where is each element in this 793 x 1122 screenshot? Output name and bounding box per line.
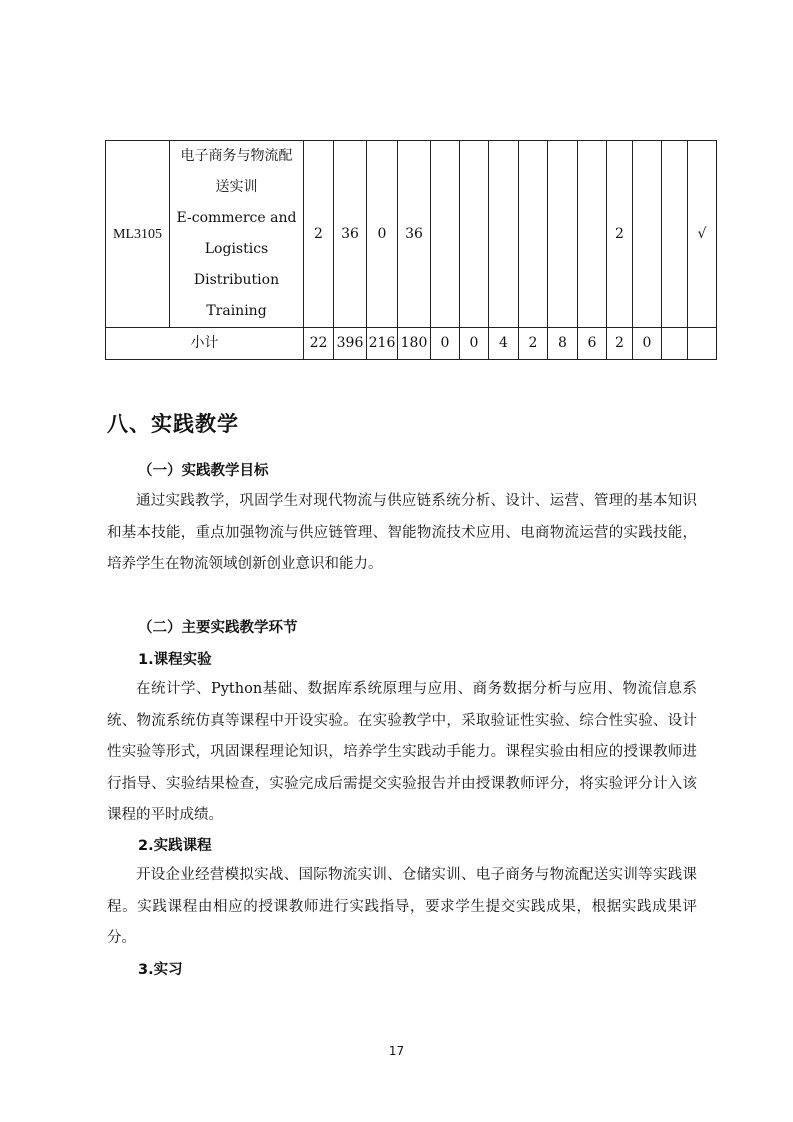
course-table bbox=[105, 140, 717, 360]
course-name-line: 电子商务与物流配 bbox=[180, 148, 293, 164]
table-cell: 36 bbox=[398, 141, 431, 328]
table-cell bbox=[662, 141, 688, 328]
table-cell bbox=[662, 328, 688, 360]
table-cell bbox=[578, 141, 607, 328]
practice-courses-paragraph: 开设企业经营模拟实战、国际物流实训、仓储实训、电子商务与物流配送实训等实践课程。实践课程由相应的授课教师进行实践指导，要求学生提交实践成果，根据实践成果评分。 bbox=[107, 867, 697, 946]
page-number: 17 bbox=[388, 1044, 405, 1058]
table-cell: 2 bbox=[519, 328, 548, 360]
experiments-paragraph: 在统计学、Python基础、数据库系统原理与应用、商务数据分析与应用、物流信息系统、物流系统仿真等课程中开设实验。在实验教学中，采取验证性实验、综合性实验、设计性实验等形式，巩固课程理论知识，培养学生实践动手能力。课程实验由相应的授课教师进行指导、实验结果检查，实验完成后需提交实验报告并由授课教师评分，将实验评分计入该课程的平时成绩。 bbox=[107, 681, 697, 823]
table-row bbox=[106, 141, 717, 328]
course-name-line: Distribution bbox=[193, 272, 280, 288]
table-cell: 216 bbox=[367, 328, 398, 360]
table-cell: 2 bbox=[607, 328, 633, 360]
table-cell: 22 bbox=[304, 328, 334, 360]
table-cell bbox=[688, 328, 717, 360]
table-cell: 180 bbox=[398, 328, 431, 360]
subtotal-row bbox=[106, 328, 717, 360]
heading-course-experiments: 1.课程实验 bbox=[138, 652, 212, 668]
table-cell: 6 bbox=[578, 328, 607, 360]
course-code: ML3105 bbox=[106, 141, 170, 328]
table-cell: 0 bbox=[431, 328, 460, 360]
table-cell bbox=[633, 141, 662, 328]
subtotal-label: 小计 bbox=[106, 328, 304, 360]
table-cell: 2 bbox=[304, 141, 334, 328]
course-name-line: Logistics bbox=[204, 241, 269, 257]
table-cell: √ bbox=[688, 141, 717, 328]
heading-internship: 3.实习 bbox=[138, 962, 183, 978]
table-cell: 36 bbox=[334, 141, 367, 328]
section-title: 八、实践教学 bbox=[107, 412, 239, 436]
table-cell bbox=[460, 141, 489, 328]
course-name bbox=[170, 141, 304, 328]
course-name-line: E-commerce and bbox=[176, 210, 297, 226]
subsection-heading-links: （二）主要实践教学环节 bbox=[138, 620, 298, 636]
table-cell: 8 bbox=[548, 328, 578, 360]
course-name-line: Training bbox=[206, 303, 267, 319]
table-cell bbox=[519, 141, 548, 328]
subsection-heading-goals: （一）实践教学目标 bbox=[138, 463, 269, 479]
heading-practice-courses: 2.实践课程 bbox=[138, 838, 212, 854]
table-cell: 4 bbox=[489, 328, 519, 360]
course-name-line: 送实训 bbox=[215, 179, 258, 195]
goals-paragraph: 通过实践教学，巩固学生对现代物流与供应链系统分析、设计、运营、管理的基本知识和基本技能，重点加强物流与供应链管理、智能物流技术应用、电商物流运营的实践技能，培养学生在物流领域创新创业意识和能力。 bbox=[107, 493, 697, 572]
table-cell: 0 bbox=[367, 141, 398, 328]
table-cell: 0 bbox=[460, 328, 489, 360]
table-cell: 396 bbox=[334, 328, 367, 360]
table-cell: 0 bbox=[633, 328, 662, 360]
table-cell bbox=[489, 141, 519, 328]
table-cell bbox=[431, 141, 460, 328]
table-cell bbox=[548, 141, 578, 328]
table-cell: 2 bbox=[607, 141, 633, 328]
